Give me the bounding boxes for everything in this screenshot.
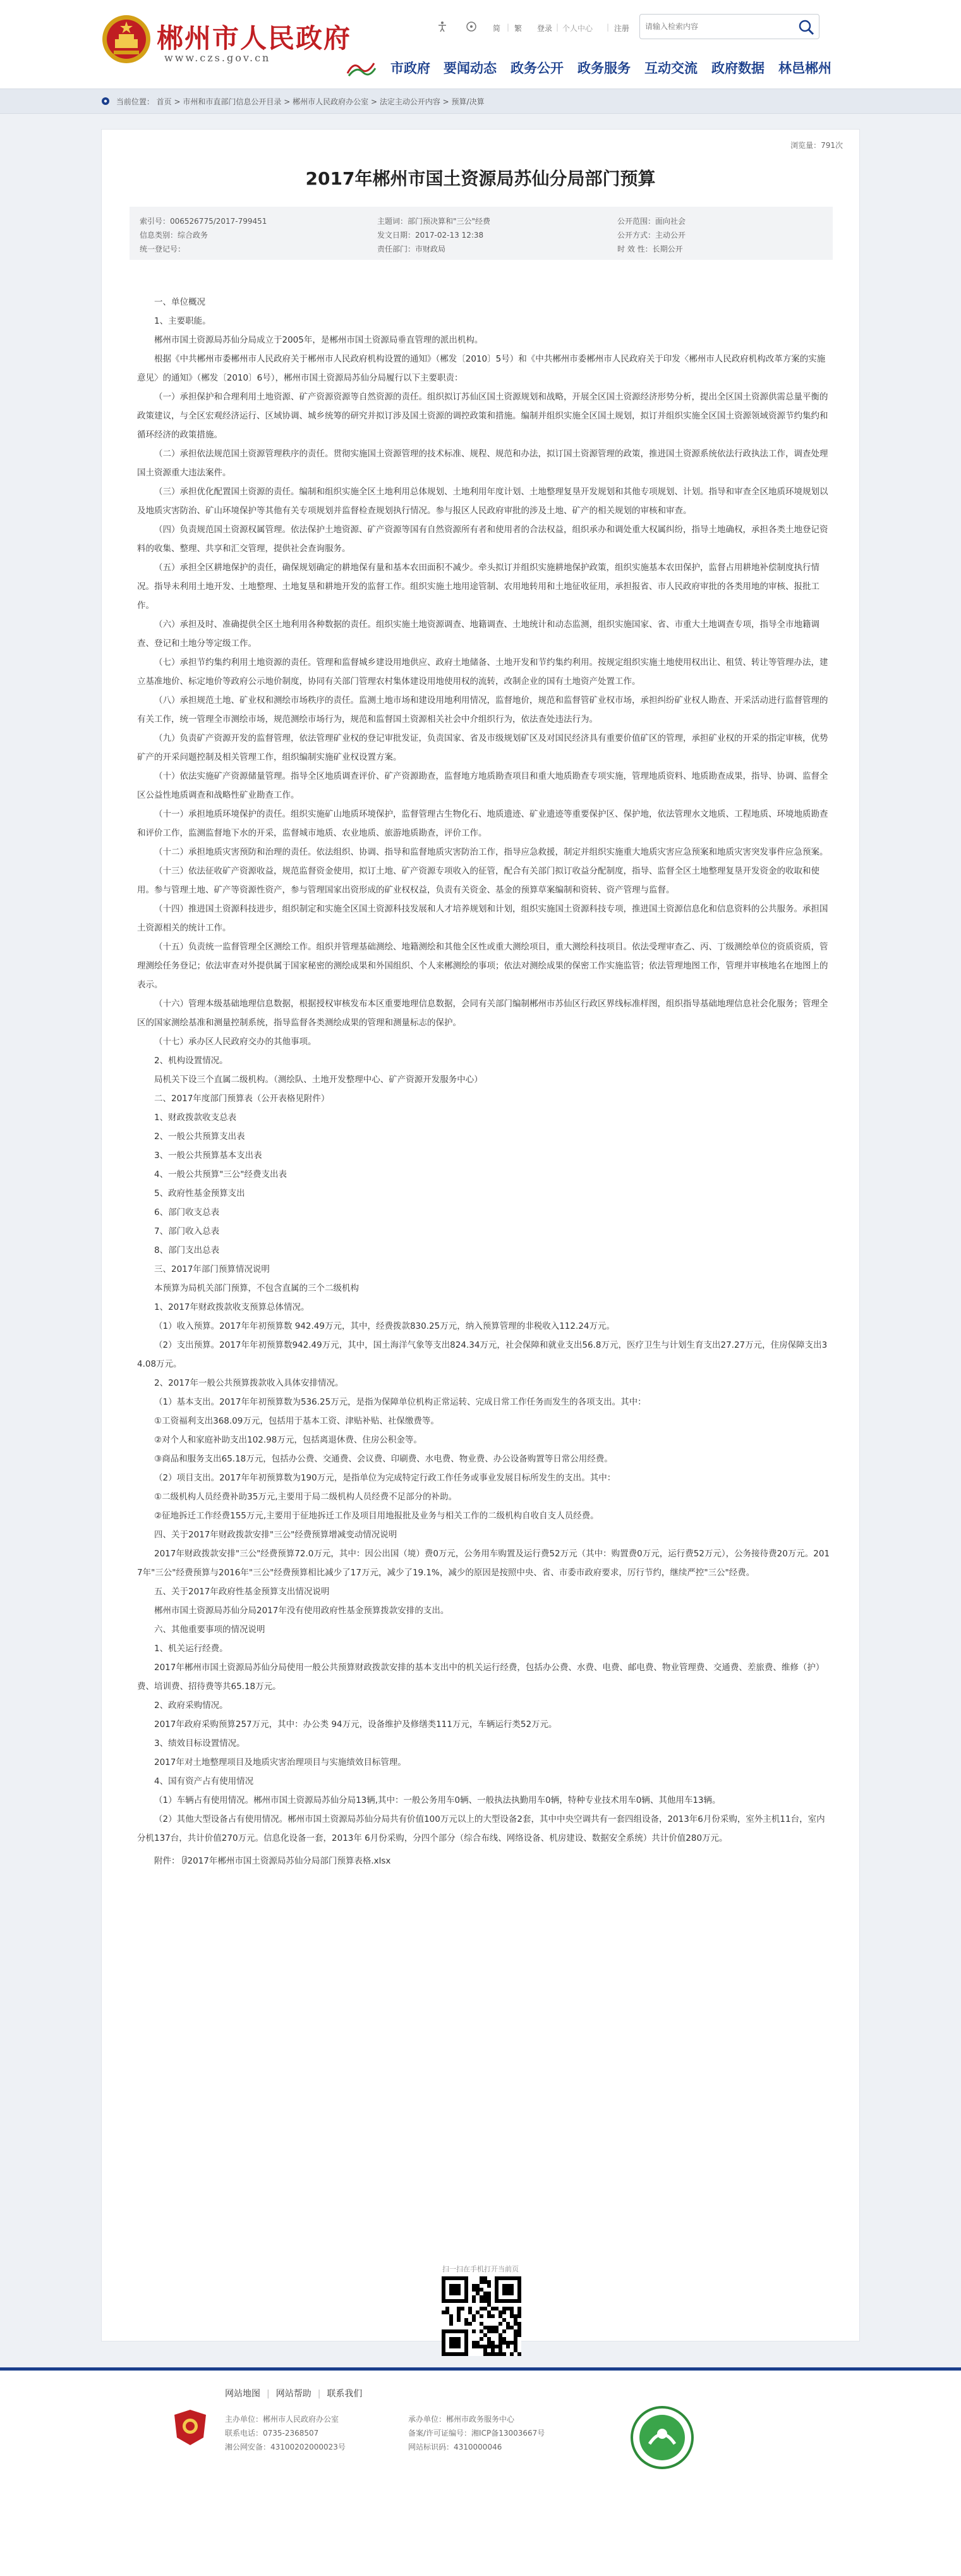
footer-info-right xyxy=(408,2412,545,2454)
nav-gov-data[interactable]: 政府数据 xyxy=(711,61,765,76)
article-paragraph: 郴州市国土资源局苏仙分局成立于2005年，是郴州市国土资源局垂直管理的派出机构。 xyxy=(154,335,483,345)
article-paragraph: （五）承担全区耕地保护的责任，确保规划确定的耕地保有量和基本农田面积不减少。牵头拟订并组织实施耕地保护政策，组织实施基本农田保护，监督占用耕地补偿制度执行情况。指导未利用土地开发、土地整理、土地复垦和耕地开发的监督工作。组织实施土地用途管制、农用地转用和土地征收征用，承担报省、市人民政府审批的各类用地的审核、报批工作。 xyxy=(137,563,819,611)
article-paragraph: 2017年郴州市国土资源局苏仙分局使用一般公共预算财政拨款安排的基本支出中的机关运行经费，包括办公费、水费、电费、邮电费、物业管理费、交通费、差旅费、维修（护）费、培训费、招待费等共65.18万元。 xyxy=(137,1663,825,1692)
attachment-label: 附件： xyxy=(154,1856,180,1866)
meta-responsible: 责任部门：市财政局 xyxy=(377,245,446,253)
article-paragraph: （十五）负责统一监督管理全区测绘工作。组织并管理基础测绘、地籍测绘和其他全区性或重大测绘项目，重大测绘科技项目。依法受理审查乙、丙、丁级测绘单位的资质资质，管理测绘任务登记；依法审查对外提供属于国家秘密的测绘成果和外国组织、个人来郴测绘的事项；依法对测绘成果的保密工作实施监管；依法管理地图工作，管理并审核地名在地图上的表示。 xyxy=(137,942,828,990)
article-paragraph: （八）承担规范土地、矿业权和测绘市场秩序的责任。监测土地市场和建设用地利用情况，监督地价，规范和监督管矿业权市场，承担纠纷矿业权人勘查、开采活动进行监督管理的有关工作，统一管理全市测绘市场，规范测绘市场行为，规范和监督国土资源相关社会中介组织行为，依法查处违法行为。 xyxy=(137,695,828,724)
paperclip-icon xyxy=(180,1856,188,1865)
article-paragraph: 2017年财政拨款安排"三公"经费预算72.0万元，其中：因公出国（境）费0万元，公务用车购置及运行费52万元（其中：购置费0万元，运行费52万元），公务接待费20万元。2017年"三公"经费预算与2016年"三公"经费预算相比减少了17万元，减少了19.1%，减少的原因是按照中央、省、市委市政府要求，厉行节约，继续严控"三公"经费。 xyxy=(137,1549,830,1578)
article-paragraph: 1、2017年财政拨款收支预算总体情况。 xyxy=(154,1302,310,1312)
article-paragraph: （三）承担优化配置国土资源的责任。编制和组织实施全区土地利用总体规划、土地利用年度计划、土地整理复垦开发规划和其他专项规划、计划。指导和审查全区地质环境规划以及地质灾害防治、矿山环境保护等其他有关专项规划并监督检查规划执行情况。参与报区人民政府审批的涉及土地、矿产的相关规划的审核和审查。 xyxy=(137,487,828,516)
article-paragraph: 2017年政府采购预算257万元，其中：办公类 94万元，设备维护及修缮类111万元，车辆运行类52万元。 xyxy=(154,1719,557,1730)
breadcrumb-item[interactable]: 市州和市直部门信息公开目录 xyxy=(183,97,282,106)
article-paragraph: （二）承担依法规范国土资源管理秩序的责任。贯彻实施国土资源管理的技术标准、规程、规范和办法，拟订国土资源管理的政策，推进国土资源系统依法行政执法工作，调查处理国土资源重大违法案件。 xyxy=(137,449,828,478)
article-paragraph: （九）负责矿产资源开发的监督管理，依法管理矿业权的登记审批发证，负责国家、省及市级规划矿区及对国民经济具有重要价值矿区的管理，承担矿业权的开采的指定审核，优势矿产的开采问题控制及相关管理工作，组织编制实施矿业权设置方案。 xyxy=(137,733,828,762)
article-paragraph: （七）承担节约集约利用土地资源的责任。管理和监督城乡建设用地供应、政府土地储备、土地开发和节约集约利用。按规定组织实施土地使用权出让、租赁、转让等管理办法，建立基准地价、标定地价等政府公示地价制度，协同有关部门管理农村集体建设用地使用权的流转，改制企业的国有土地资产处置工作。 xyxy=(137,657,828,687)
article-paragraph: 五、关于2017年政府性基金预算支出情况说明 xyxy=(154,1587,330,1597)
article-paragraph: 2、机构设置情况。 xyxy=(154,1056,228,1066)
divider: | xyxy=(607,23,610,32)
site-logo[interactable] xyxy=(101,14,366,71)
article-paragraph: （2）支出预算。2017年年初预算数942.49万元，其中，国土海洋气象等支出824.34万元，社会保障和就业支出56.8万元，医疗卫生与计划生育支出27.27万元，住房保障支出34.08万元。 xyxy=(137,1340,828,1369)
top-links xyxy=(436,20,651,35)
article-paragraph: ①工资福利支出368.09万元，包括用于基本工资、津贴补贴、社保缴费等。 xyxy=(154,1416,439,1426)
footer-link-contact[interactable]: 联系我们 xyxy=(327,2389,363,2399)
document-meta xyxy=(130,207,833,260)
article-paragraph: ③商品和服务支出65.18万元，包括办公费、交通费、会议费、印刷费、水电费、物业费、办公设备购置等日常公用经费。 xyxy=(154,1454,613,1464)
elder-mode-icon[interactable] xyxy=(465,20,478,33)
breadcrumb-item[interactable]: 法定主动公开内容 xyxy=(379,97,440,106)
article-paragraph: 2、一般公共预算支出表 xyxy=(154,1132,245,1142)
article-paragraph: 六、其他重要事项的情况说明 xyxy=(154,1625,265,1635)
article-paragraph: （十二）承担地质灾害预防和治理的责任。依法组织、协调、指导和监督地质灾害防治工作，指导应急救援，制定并组织实施重大地质灾害应急预案和地质灾害突发事件应急预案。 xyxy=(154,847,828,857)
article-paragraph: （十四）推进国土资源科技进步，组织制定和实施全区国土资源科技发展和人才培养规划和计划，组织实施国土资源科技专项，推进国土资源信息化和信息资料的公共服务。承担国土资源相关的统计工作。 xyxy=(137,904,828,933)
article-paragraph: 四、关于2017年财政拨款安排"三公"经费预算增减变动情况说明 xyxy=(154,1530,397,1540)
article-paragraph: ②征地拆迁工作经费155万元,主要用于征地拆迁工作及项目用地报批及业务与相关工作的二级机构自收自支人员经费。 xyxy=(154,1511,599,1521)
location-pin-icon xyxy=(101,97,110,106)
footer-host: 主办单位：郴州市人民政府办公室 xyxy=(225,2415,339,2424)
site-header xyxy=(0,0,961,89)
site-title: 郴州市人民政府 xyxy=(157,23,352,54)
article-paragraph: 3、绩效目标设置情况。 xyxy=(154,1738,245,1749)
footer-icp[interactable]: 备案/许可证编号：湘ICP备13003667号 xyxy=(408,2429,545,2438)
article-paragraph: 本预算为局机关部门预算，不包含直属的三个二级机构 xyxy=(154,1283,359,1293)
article-paragraph: （1）车辆占有使用情况。郴州市国土资源局苏仙分局13辆,其中：一般公务用车0辆、一般执法执勤用车0辆，特种专业技术用车0辆、其他用车13辆。 xyxy=(154,1795,721,1805)
article-paragraph: ①二级机构人员经费补助35万元,主要用于局二级机构人员经费不足部分的补助。 xyxy=(154,1492,457,1502)
site-url: www.czs.gov.cn xyxy=(164,52,271,64)
login-link[interactable]: 登录 xyxy=(537,24,553,33)
qr-code-icon xyxy=(442,2276,521,2356)
breadcrumb: 当前位置： 首页 > 市州和市直部门信息公开目录 > 郴州市人民政府办公室 > 法定主动公开内容 > 预算/决算 xyxy=(101,96,485,107)
nav-interaction[interactable]: 互动交流 xyxy=(644,61,698,76)
article-paragraph: （2）项目支出。2017年年初预算数为190万元，是指单位为完成特定行政工作任务或事业发展目标所发生的支出。其中： xyxy=(154,1473,616,1483)
article-paragraph: （十一）承担地质环境保护的责任。组织实施矿山地质环境保护，监督管理古生物化石、地质遗迹、矿业遗迹等重要保护区、保护地，依法管理水文地质、工程地质、环境地质勘查和评价工作，监测监督地下水的开采，监督城市地质、农业地质、旅游地质勘查，评价工作。 xyxy=(137,809,828,838)
breadcrumb-home[interactable]: 首页 xyxy=(156,97,172,106)
article-panel xyxy=(101,129,860,2341)
view-count: 浏览量：791次 xyxy=(790,141,843,150)
footer-site-code: 网站标识码：4310000046 xyxy=(408,2443,502,2451)
article-paragraph: （一）承担保护和合理利用土地资源、矿产资源资源等自然资源的责任。组织拟订苏仙区国土资源规划和战略，开展全区国土资源经济形势分析，提出全区国土资源供需总量平衡的政策建议，与全区宏观经济运行、区域协调、城乡统筹的研究并拟订涉及国土资源的调控政策和措施。编制并组织实施全区国土规划，拟订并组织实施全区国土资源领域资源节约集约和循环经济的政策措施。 xyxy=(137,392,828,440)
meta-validity: 时 效 性：长期公开 xyxy=(617,245,683,253)
article-paragraph: 1、主要职能。 xyxy=(154,316,211,326)
attachment-row xyxy=(137,1852,832,1871)
footer-link-sitemap[interactable]: 网站地图 xyxy=(225,2389,260,2399)
article-paragraph: 4、国有资产占有使用情况 xyxy=(154,1776,254,1786)
party-gov-badge-icon[interactable] xyxy=(173,2408,207,2446)
nav-linyi-chenzhou[interactable]: 林邑郴州 xyxy=(778,61,831,76)
meta-subject: 主题词：部门预决算和"三公"经费 xyxy=(377,217,491,226)
attachment-link[interactable]: 2017年郴州市国土资源局苏仙分局部门预算表格.xlsx xyxy=(187,1856,391,1866)
article-paragraph: （十三）依法征收矿产资源收益，规范监督资金使用，拟订土地、矿产资源专项收入的征管，配合有关部门拟订收益分配制度，指导、监督全区土地整理复垦开发资金的收取和使用。参与管理土地、矿产等资源性资产，参与管理国家出资形成的矿业权权益，负责有关资金、基金的预算草案编制和资转、资产管理与监督。 xyxy=(137,866,819,895)
breadcrumb-item[interactable]: 预算/决算 xyxy=(451,97,485,106)
city-mark-icon xyxy=(345,57,377,78)
article-paragraph: 6、部门收支总表 xyxy=(154,1207,220,1218)
article-paragraph: 4、一般公共预算"三公"经费支出表 xyxy=(154,1169,287,1180)
footer-links: 网站地图 | 网站帮助 | 联系我们 xyxy=(225,2389,363,2399)
nav-gov-disclosure[interactable]: 政务公开 xyxy=(511,61,564,76)
article-paragraph: （十七）承办区人民政府交办的其他事项。 xyxy=(154,1037,317,1047)
article-paragraph: （四）负责规范国土资源权属管理。依法保护土地资源、矿产资源等国有自然资源所有者和使用者的合法权益，组织承办和调处重大权属纠纷，指导土地确权，承担各类土地登记资料的收集、整理、共享和汇交管理，提供社会查询服务。 xyxy=(137,525,828,554)
article-paragraph: 5、政府性基金预算支出 xyxy=(154,1188,245,1199)
meta-info-category: 信息类别：综合政务 xyxy=(140,231,209,240)
breadcrumb-label: 当前位置： xyxy=(116,97,154,106)
footer-organizer: 承办单位：郴州市政务服务中心 xyxy=(408,2415,515,2424)
article-paragraph: 局机关下设三个直属二级机构。（测绘队、土地开发整理中心、矿产资源开发服务中心） xyxy=(154,1075,483,1085)
article-paragraph: 7、部门收入总表 xyxy=(154,1226,220,1236)
footer-police[interactable]: 湘公网安备：43100202000023号 xyxy=(225,2443,346,2451)
article-paragraph: （2）其他大型设备占有使用情况。郴州市国土资源局苏仙分局共有价值100万元以上的大型设备2套，其中中央空调共有一套四组设备，2013年6月份采购，室外主机11台，室内分机137台，共计价值270万元。信息化设备一套，2013年 6月份采购，分四个部分（综合布线、网络设备、机房建设、数据安全系统）共计价值280万元。 xyxy=(137,1814,825,1843)
meta-index-no: 索引号：006526775/2017-799451 xyxy=(140,217,267,226)
nav-city-government[interactable]: 市政府 xyxy=(390,61,430,76)
accessibility-icon[interactable] xyxy=(436,20,449,33)
article-paragraph: 一、单位概况 xyxy=(154,297,205,307)
meta-publish-date: 发文日期：2017-02-13 12:38 xyxy=(377,231,484,240)
article-paragraph: （1）基本支出。2017年年初预算数为536.25万元，是指为保障单位机构正常运转、完成日常工作任务而发生的各项支出。其中： xyxy=(154,1397,646,1407)
meta-scope: 公开范围：面向社会 xyxy=(617,217,686,226)
article-paragraph: 1、财政拨款收支总表 xyxy=(154,1113,237,1123)
article-paragraph: 二、2017年度部门预算表（公开表格见附件） xyxy=(154,1094,330,1104)
site-footer xyxy=(0,2367,961,2576)
article-body xyxy=(137,293,832,1871)
personal-center-link[interactable]: 个人中心 xyxy=(562,24,593,33)
footer-link-help[interactable]: 网站帮助 xyxy=(275,2389,311,2399)
divider: | xyxy=(556,23,559,32)
article-paragraph: 郴州市国土资源局苏仙分局2017年没有使用政府性基金预算拨款安排的支出。 xyxy=(154,1606,449,1616)
article-paragraph: （十）依法实施矿产资源储量管理。指导全区地质调查评价、矿产资源勘查，监督地方地质勘查项目和重大地质勘查专项实施，管理地质资料、地质勘查成果，指导、协调、监督全区公益性地质调查和战略性矿业勘查工作。 xyxy=(137,771,828,800)
article-paragraph: 8、部门支出总表 xyxy=(154,1245,220,1255)
article-paragraph: 根据《中共郴州市委郴州市人民政府关于郴州市人民政府机构设置的通知》（郴发〔2010〕5号）和《中共郴州市委郴州市人民政府关于印发〈郴州市人民政府机构改革方案的实施意见〉的通知》（郴发〔2010〕6号），郴州市国土资源局苏仙分局履行以下主要职责： xyxy=(137,354,826,383)
qr-caption: 扫一扫在手机打开当前页 xyxy=(442,2265,519,2273)
article-paragraph: （1）收入预算。2017年年初预算数 942.49万元，其中，经费拨款830.25万元，纳入预算管理的非税收入112.24万元。 xyxy=(154,1321,615,1331)
article-paragraph: ②对个人和家庭补助支出102.98万元，包括离退休费、住房公积金等。 xyxy=(154,1435,422,1445)
article-paragraph: 三、2017年部门预算情况说明 xyxy=(154,1264,270,1274)
breadcrumb-item[interactable]: 郴州市人民政府办公室 xyxy=(293,97,369,106)
search-box xyxy=(639,14,819,39)
search-icon[interactable] xyxy=(797,18,815,36)
nav-news[interactable]: 要闻动态 xyxy=(444,61,497,76)
footer-tel: 联系电话：0735-2368507 xyxy=(225,2429,319,2438)
article-paragraph: 2、2017年一般公共预算拨款收入具体安排情况。 xyxy=(154,1378,344,1388)
lang-traditional-link[interactable]: 繁 xyxy=(514,24,523,33)
lang-simplified-link[interactable]: 简 xyxy=(493,24,501,33)
breadcrumb-bar xyxy=(0,89,961,114)
footer-info-left xyxy=(225,2412,346,2454)
article-paragraph: 2、政府采购情况。 xyxy=(154,1700,228,1711)
article-paragraph: （六）承担及时、准确提供全区土地利用各种数据的责任。组织实施土地资源调查、地籍调查、土地统计和动态监测，组织实施国家、省、市重大土地调查专项，指导全市地籍调查、登记和土地分等定级工作。 xyxy=(137,620,819,649)
article-title: 2017年郴州市国土资源局苏仙分局部门预算 xyxy=(305,168,656,189)
meta-doc-no: 统一登记号： xyxy=(140,245,186,253)
article-paragraph: 2017年对土地整理项目及地质灾害治理项目与实施绩效目标管理。 xyxy=(154,1757,406,1767)
divider: | xyxy=(507,23,510,32)
gov-website-seal-icon[interactable] xyxy=(631,2406,694,2469)
register-link[interactable]: 注册 xyxy=(614,24,630,33)
nav-gov-services[interactable]: 政务服务 xyxy=(577,61,631,76)
national-emblem-icon xyxy=(101,14,152,64)
search-input[interactable] xyxy=(645,20,790,33)
article-paragraph: 1、机关运行经费。 xyxy=(154,1644,228,1654)
article-paragraph: （十六）管理本级基础地理信息数据，根据授权审核发布本区重要地理信息数据，会同有关部门编制郴州市苏仙区行政区界线标准样图，组织指导基础地理信息社会化服务；管理全区的国家测绘基准和测量控制系统，指导监督各类测绘成果的管理和测量标志的保护。 xyxy=(137,999,828,1028)
article-paragraph: 3、一般公共预算基本支出表 xyxy=(154,1151,262,1161)
meta-method: 公开方式：主动公开 xyxy=(617,231,686,240)
